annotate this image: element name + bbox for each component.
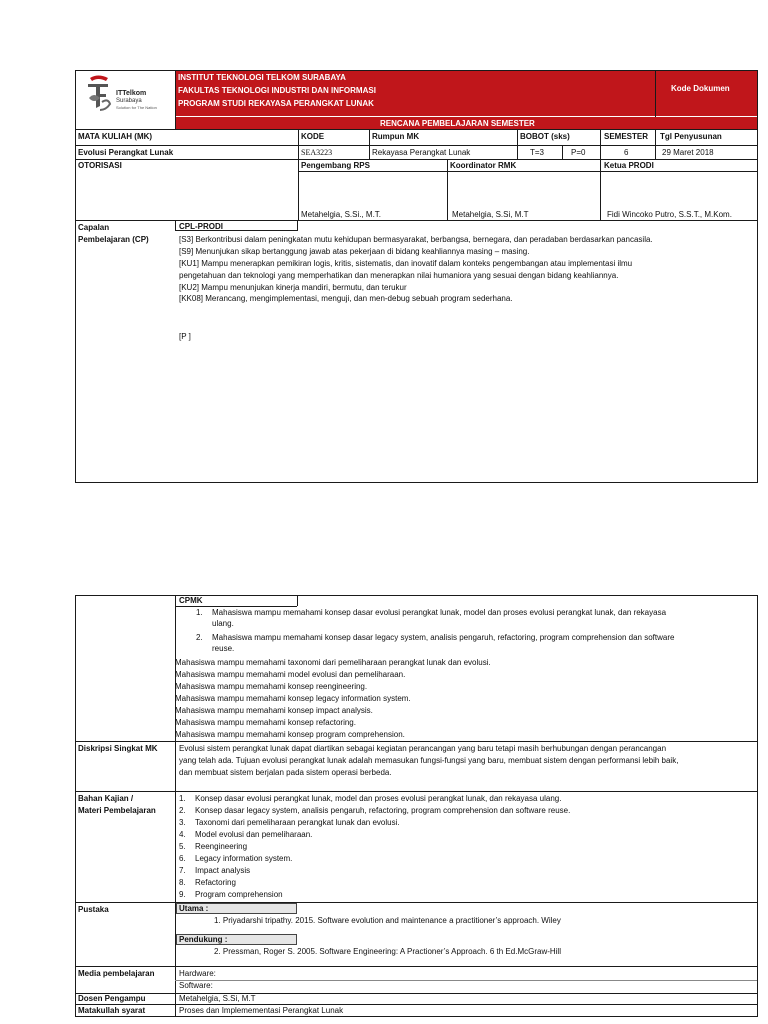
coordinator-label: Koordinator RMK (450, 161, 517, 170)
institute-name: INSTITUT TEKNOLOGI TELKOM SURABAYA (178, 73, 346, 82)
material-number: 4. (179, 830, 186, 839)
cpmk-line: Mahasiswa mampu memahami konsep refactoring. (175, 718, 356, 727)
materials-label-line2: Materi Pembelajaran (78, 806, 156, 815)
description-label: Diskripsi Singkat MK (78, 744, 158, 753)
materials-label-line1: Bahan Kajian / (78, 794, 134, 803)
cpl-line: [S3] Berkontribusi dalam peningkatan mutu kehidupan bermasyarakat, berbangsa, bernegara, dan peradaban berdasarkan pancasila. (179, 235, 653, 244)
head-label: Ketua PRODI (604, 161, 654, 170)
description-line: dan membuat sistem berjalan pada sistem operasi berbeda. (179, 768, 392, 777)
logo-city: Surabaya (116, 98, 142, 104)
prerequisite-value: Proses dan Implemementasi Perangkat Lunak (179, 1006, 344, 1015)
material-number: 8. (179, 878, 186, 887)
head-name: Fidi Wincoko Putro, S.S.T., M.Kom. (607, 210, 732, 219)
material-item: Legacy information system. (195, 854, 293, 863)
support-reference-item: 2. Pressman, Roger S. 2005. Software Engineering: A Practioner’s Approach. 6 th Ed.McGraw-Hill (214, 947, 561, 956)
cpmk-line: Mahasiswa mampu memahami konsep legacy information system. (175, 694, 411, 703)
material-item: Taxonomi dari pemeliharaan perangkat lunak dan evolusi. (195, 818, 400, 827)
cpmk-item-cont: ulang. (212, 619, 234, 628)
material-item: Reengineering (195, 842, 248, 851)
main-reference-label: Utama : (179, 904, 209, 913)
rumpun-label: Rumpun MK (372, 132, 420, 141)
material-item: Konsep dasar evolusi perangkat lunak, model dan proses evolusi perangkat lunak, dan rekayasa ulang. (195, 794, 562, 803)
cpmk-number: 2. (196, 633, 203, 642)
semester-value: 6 (624, 148, 629, 157)
material-number: 6. (179, 854, 186, 863)
date-value: 29 Maret 2018 (662, 148, 714, 157)
material-item: Refactoring (195, 878, 236, 887)
material-item: Program comprehension (195, 890, 283, 899)
lecturer-name: Metahelgia, S.Si, M.T (179, 994, 256, 1003)
course-name: Evolusi Perangkat Lunak (78, 148, 174, 157)
doc-code-label: Kode Dokumen (671, 84, 730, 93)
material-number: 1. (179, 794, 186, 803)
date-label: Tgl Penyusunan (660, 132, 722, 141)
cpmk-item: Mahasiswa mampu memahami konsep dasar legacy system, analisis pengaruh, refactoring, program comprehension dan software (212, 633, 675, 642)
cpl-line: [KU2] Mampu menunjukan kinerja mandiri, bermutu, dan terukur (179, 283, 407, 292)
media-software: Software: (179, 981, 213, 990)
cpmk-line: Mahasiswa mampu memahami konsep impact analysis. (175, 706, 373, 715)
cpl-line: pengetahuan dan teknologi yang memperhatikan dan menerapkan nilai humaniora yang sesuai dengan bidang keahliannya. (179, 271, 619, 280)
developer-name: Metahelgia, S.Si., M.T. (301, 210, 382, 219)
credits-practice: P=0 (571, 148, 586, 157)
cpmk-item: Mahasiswa mampu memahami konsep dasar evolusi perangkat lunak, model dan proses evolusi perangkat lunak, dan rekayasa (212, 608, 667, 617)
prerequisite-label: Matakullah syarat (78, 1006, 146, 1015)
credits-theory: T=3 (530, 148, 545, 157)
description-line: yang telah ada. Tujuan evolusi perangkat lunak adalah memasukan fungsi-fungsi yang baru, membuat sistem dengan performansi lebih baik, (179, 756, 679, 765)
course-rumpun: Rekayasa Perangkat Lunak (372, 148, 471, 157)
material-number: 5. (179, 842, 186, 851)
cpmk-line: Mahasiswa mampu memahami konsep reengineering. (175, 682, 368, 691)
cpl-line: [KK08] Merancang, mengimplementasi, menguji, dan men-debug sebuah program sederhana. (179, 294, 513, 303)
cpmk-line: Mahasiswa mampu memahami model evolusi dan pemeliharaan. (175, 670, 406, 679)
coordinator-name: Metahelgia, S.Si, M.T (452, 210, 529, 219)
main-reference-item: 1. Priyadarshi tripathy. 2015. Software evolution and maintenance a practitioner’s approach. Wiley (214, 916, 561, 925)
cpmk-label: CPMK (179, 596, 203, 605)
semester-label: SEMESTER (604, 132, 649, 141)
cpmk-line: Mahasiswa mampu memahami taxonomi dari pemeliharaan perangkat lunak dan evolusi. (175, 658, 491, 667)
plan-title: RENCANA PEMBELAJARAN SEMESTER (380, 119, 535, 128)
lecturer-label: Dosen Pengampu (78, 994, 146, 1003)
material-number: 9. (179, 890, 186, 899)
cp-label-line1: Capalan (78, 223, 110, 232)
description-line: Evolusi sistem perangkat lunak dapat diartikan sebagai kegiatan perancangan yang baru tetapi masih berhubungan dengan perancangan (179, 744, 667, 753)
logo-name: ITTelkom (116, 90, 147, 97)
logo-tagline: Solution for The Nation (116, 105, 157, 110)
material-number: 7. (179, 866, 186, 875)
cpmk-line: Mahasiswa mampu memahami konsep program comprehension. (175, 730, 405, 739)
code-label: KODE (301, 132, 325, 141)
support-reference-label: Pendukung : (179, 935, 228, 944)
course-code: SEA3223 (301, 148, 333, 157)
cp-label-line2: Pembelajaran (CP) (78, 235, 149, 244)
cpmk-number: 1. (196, 608, 203, 617)
material-item: Impact analysis (195, 866, 251, 875)
credits-label: BOBOT (sks) (520, 132, 570, 141)
material-number: 2. (179, 806, 186, 815)
cpl-line: [KU1] Mampu menerapkan pemikiran logis, kritis, sistematis, dan inovatif dalam konteks pengembangan atau implementasi ilmu (179, 259, 633, 268)
faculty-name: FAKULTAS TEKNOLOGI INDUSTRI DAN INFORMASI (178, 86, 376, 95)
cpl-line: [S9] Menunjukan sikap bertanggung jawab atas pekerjaan di bidang keahliannya masing – masing. (179, 247, 530, 256)
program-name: PROGRAM STUDI REKAYASA PERANGKAT LUNAK (178, 99, 374, 108)
cpmk-item-cont: reuse. (212, 644, 235, 653)
institution-logo (80, 72, 172, 118)
developer-label: Pengembang RPS (301, 161, 370, 170)
media-hardware: Hardware: (179, 969, 216, 978)
authorization-label: OTORISASI (78, 161, 122, 170)
cp-p-placeholder: [P ] (179, 332, 191, 341)
material-item: Konsep dasar legacy system, analisis pengaruh, refactoring, program comprehension dan software reuse. (195, 806, 571, 815)
material-number: 3. (179, 818, 186, 827)
material-item: Model evolusi dan pemeliharaan. (195, 830, 313, 839)
course-label: MATA KULIAH (MK) (78, 132, 153, 141)
cpl-prodi-label: CPL-PRODI (179, 222, 223, 231)
media-label: Media pembelajaran (78, 969, 155, 978)
references-label: Pustaka (78, 905, 109, 914)
